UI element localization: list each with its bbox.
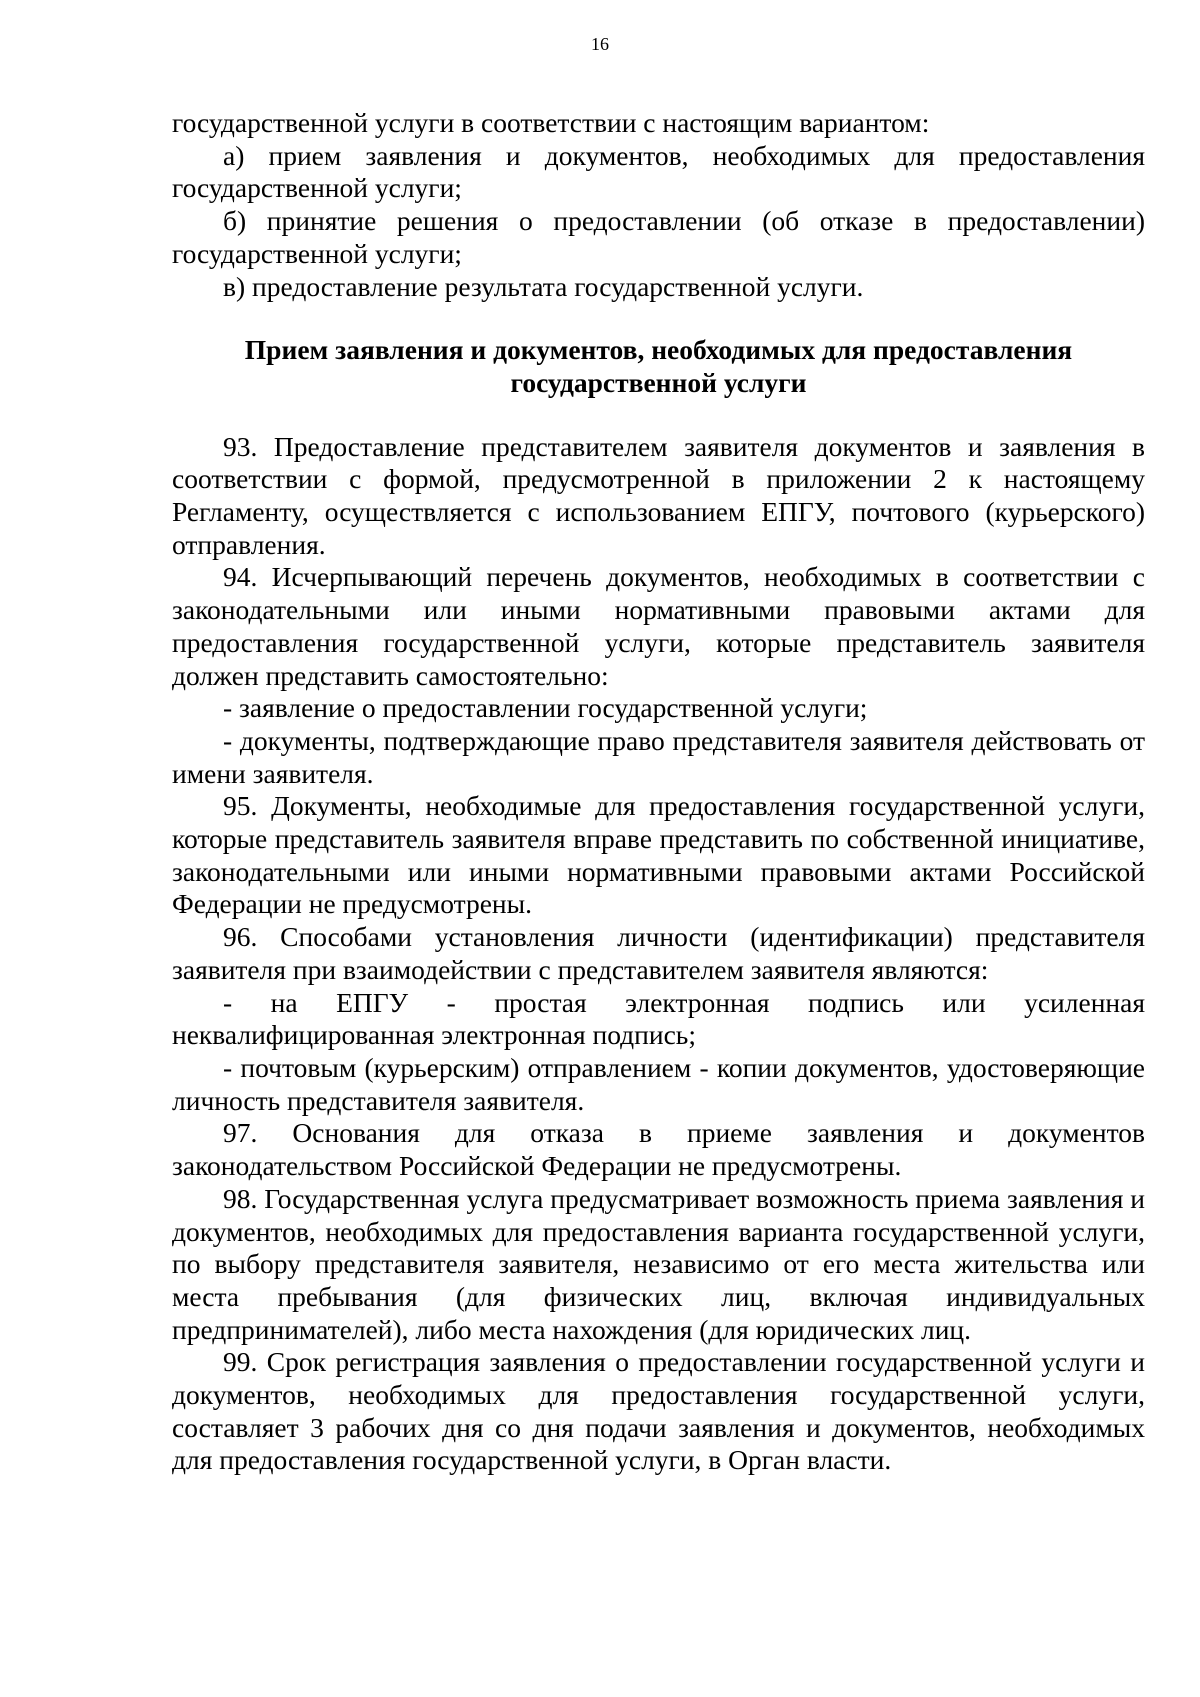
paragraph-94: 94. Исчерпывающий перечень документов, необходимых в соответствии с законодательными или иными нормативными правовыми актами для предоставления государственной услуги, которые представитель заявителя должен представить самостоятельно: [172, 561, 1145, 691]
paragraph-98: 98. Государственная услуга предусматривает возможность приема заявления и документов, необходимых для предоставления варианта государственной услуги, по выбору представителя заявителя, независимо от его места жительства или места пребывания (для физических лиц, включая индивидуальных предпринимателей), либо места нахождения (для юридических лиц. [172, 1182, 1145, 1345]
intro-line: государственной услуги в соответствии с настоящим вариантом: [172, 107, 930, 138]
list-item-b: б) принятие решения о предоставлении (об отказе в предоставлении) государственной услуги; [172, 205, 1145, 269]
list-item-v: в) предоставление результата государственной услуги. [223, 270, 864, 302]
section-heading-line-2: государственной услуги [510, 366, 807, 398]
document-body [172, 107, 1145, 1477]
page-number: 16 [591, 34, 609, 54]
paragraph-95: 95. Документы, необходимые для предоставления государственной услуги, которые представитель заявителя вправе представить по собственной инициативе, законодательными или иными нормативными правовыми актами Российской Федерации не предусмотрены. [172, 790, 1145, 920]
paragraph-96-item-2: - почтовым (курьерским) отправлением - копии документов, удостоверяющие личность представителя заявителя. [172, 1051, 1145, 1116]
section-heading-line-1: Прием заявления и документов, необходимых для предоставления [244, 334, 1073, 366]
list-item-a: а) прием заявления и документов, необходимых для предоставления государственной услуги; [172, 139, 1145, 204]
paragraph-93: 93. Предоставление представителем заявителя документов и заявления в соответствии с формой, предусмотренной в приложении 2 к настоящему Регламенту, осуществляется с использованием ЕПГУ, почтового (курьерского) отправления. [172, 430, 1145, 560]
paragraph-96: 96. Способами установления личности (идентификации) представителя заявителя при взаимодействии с представителем заявителя являются: [172, 921, 1145, 985]
section-heading [172, 303, 1145, 430]
paragraph-97: 97. Основания для отказа в приеме заявления и документов законодательством Российской Федерации не предусмотрены. [172, 1117, 1145, 1182]
paragraph-99: 99. Срок регистрация заявления о предоставлении государственной услуги и документов, необходимых для предоставления государственной услуги, составляет 3 рабочих дня со дня подачи заявления и документов, необходимых для предоставления государственной услуги, в Орган власти. [172, 1346, 1145, 1476]
paragraph-94-item-2: - документы, подтверждающие право представителя заявителя действовать от имени заявителя. [172, 724, 1145, 789]
paragraph-94-item-1: - заявление о предоставлении государственной услуги; [223, 692, 868, 724]
paragraph-96-item-1: - на ЕПГУ - простая электронная подпись или усиленная неквалифицированная электронная подпись; [172, 986, 1145, 1051]
